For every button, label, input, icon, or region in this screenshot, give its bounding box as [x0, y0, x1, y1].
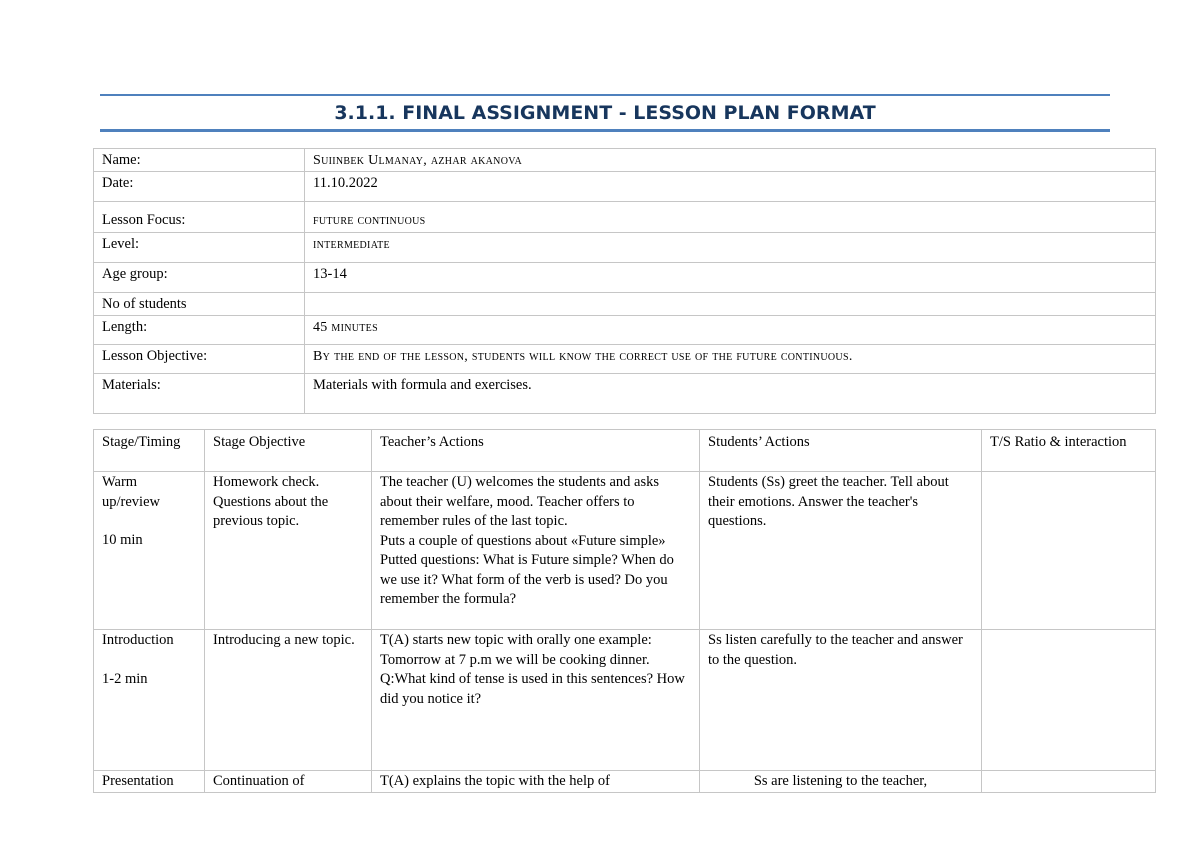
info-row-lesson-focus [94, 202, 1156, 233]
info-label: No of students [94, 293, 305, 316]
ts-ratio [982, 630, 1156, 771]
info-value: 11.10.2022 [305, 172, 1156, 202]
teacher-action-line: Q:What kind of tense is used in this sentences? How did you notice it? [380, 671, 685, 707]
title-rule-bottom [100, 129, 1110, 132]
info-row-lesson-objective [94, 344, 1156, 373]
stages-header-row [94, 430, 1156, 472]
header-ts-ratio: T/S Ratio & interaction [982, 430, 1156, 472]
stage-row-warm-up [94, 472, 1156, 630]
info-row-length [94, 315, 1156, 344]
students-actions: Students (Ss) greet the teacher. Tell about their emotions. Answer the teacher's questions. [700, 472, 982, 630]
teacher-action-line: Putted questions: What is Future simple? When do we use it? What form of the verb is used? Do you remember the formula? [380, 552, 674, 607]
stage-objective: Continuation of [205, 771, 372, 793]
stage-objective: Introducing a new topic. [205, 630, 372, 771]
info-label: Level: [94, 233, 305, 263]
stage-row-introduction [94, 630, 1156, 771]
header-teacher-actions: Teacher’s Actions [372, 430, 700, 472]
stage-objective: Homework check. Questions about the previous topic. [205, 472, 372, 630]
stage-cell [94, 630, 205, 771]
teacher-action-line: Puts a couple of questions about «Future simple» [380, 532, 666, 549]
stage-name: Presentation [102, 773, 174, 789]
header-stage-objective: Stage Objective [205, 430, 372, 472]
lesson-stages-table [93, 429, 1156, 793]
stage-cell [94, 472, 205, 630]
info-row-level [94, 233, 1156, 263]
info-label: Lesson Focus: [94, 202, 305, 233]
stage-name: Introduction [102, 632, 174, 648]
info-value: 45 minutes [305, 315, 1156, 344]
title-rule-top [100, 94, 1110, 96]
info-value: Suiinbek Ulmanay, azhar akanova [305, 149, 1156, 172]
info-value: intermediate [305, 233, 1156, 263]
header-students-actions: Students’ Actions [700, 430, 982, 472]
teacher-action-line: T(A) explains the topic with the help of [380, 773, 610, 789]
teacher-actions [372, 771, 700, 793]
info-value: future continuous [305, 202, 1156, 233]
teacher-actions [372, 472, 700, 630]
info-row-no-of-students [94, 293, 1156, 316]
stage-timing: 10 min [102, 532, 143, 548]
ts-ratio [982, 472, 1156, 630]
students-actions: Ss listen carefully to the teacher and answer to the question. [700, 630, 982, 771]
teacher-action-line: Tomorrow at 7 p.m we will be cooking dinner. [380, 651, 650, 668]
stage-cell [94, 771, 205, 793]
info-label: Name: [94, 149, 305, 172]
header-stage-timing: Stage/Timing [94, 430, 205, 472]
info-value [305, 293, 1156, 316]
info-label: Lesson Objective: [94, 344, 305, 373]
info-label: Length: [94, 315, 305, 344]
info-row-age-group [94, 263, 1156, 293]
info-row-date [94, 172, 1156, 202]
stage-timing: 1-2 min [102, 670, 148, 687]
stage-row-presentation [94, 771, 1156, 793]
info-label: Date: [94, 172, 305, 202]
page-title: 3.1.1. FINAL ASSIGNMENT - LESSON PLAN FORMAT [334, 102, 876, 124]
stage-name: Warm up/review [102, 474, 160, 510]
info-label: Materials: [94, 373, 305, 413]
info-value: 13-14 [305, 263, 1156, 293]
ts-ratio [982, 771, 1156, 793]
teacher-action-line: The teacher (U) welcomes the students and asks about their welfare, mood. Teacher offers to remember rules of the last topic. [380, 474, 660, 529]
info-value: Materials with formula and exercises. [305, 373, 1156, 413]
students-actions: Ss are listening to the teacher, [700, 771, 982, 793]
info-value: By the end of the lesson, students will know the correct use of the future continuous. [305, 344, 1156, 373]
lesson-info-table [93, 148, 1156, 414]
info-row-materials [94, 373, 1156, 413]
info-row-name [94, 149, 1156, 172]
info-label: Age group: [94, 263, 305, 293]
teacher-actions [372, 630, 700, 771]
teacher-action-line: T(A) starts new topic with orally one example: [380, 632, 652, 648]
